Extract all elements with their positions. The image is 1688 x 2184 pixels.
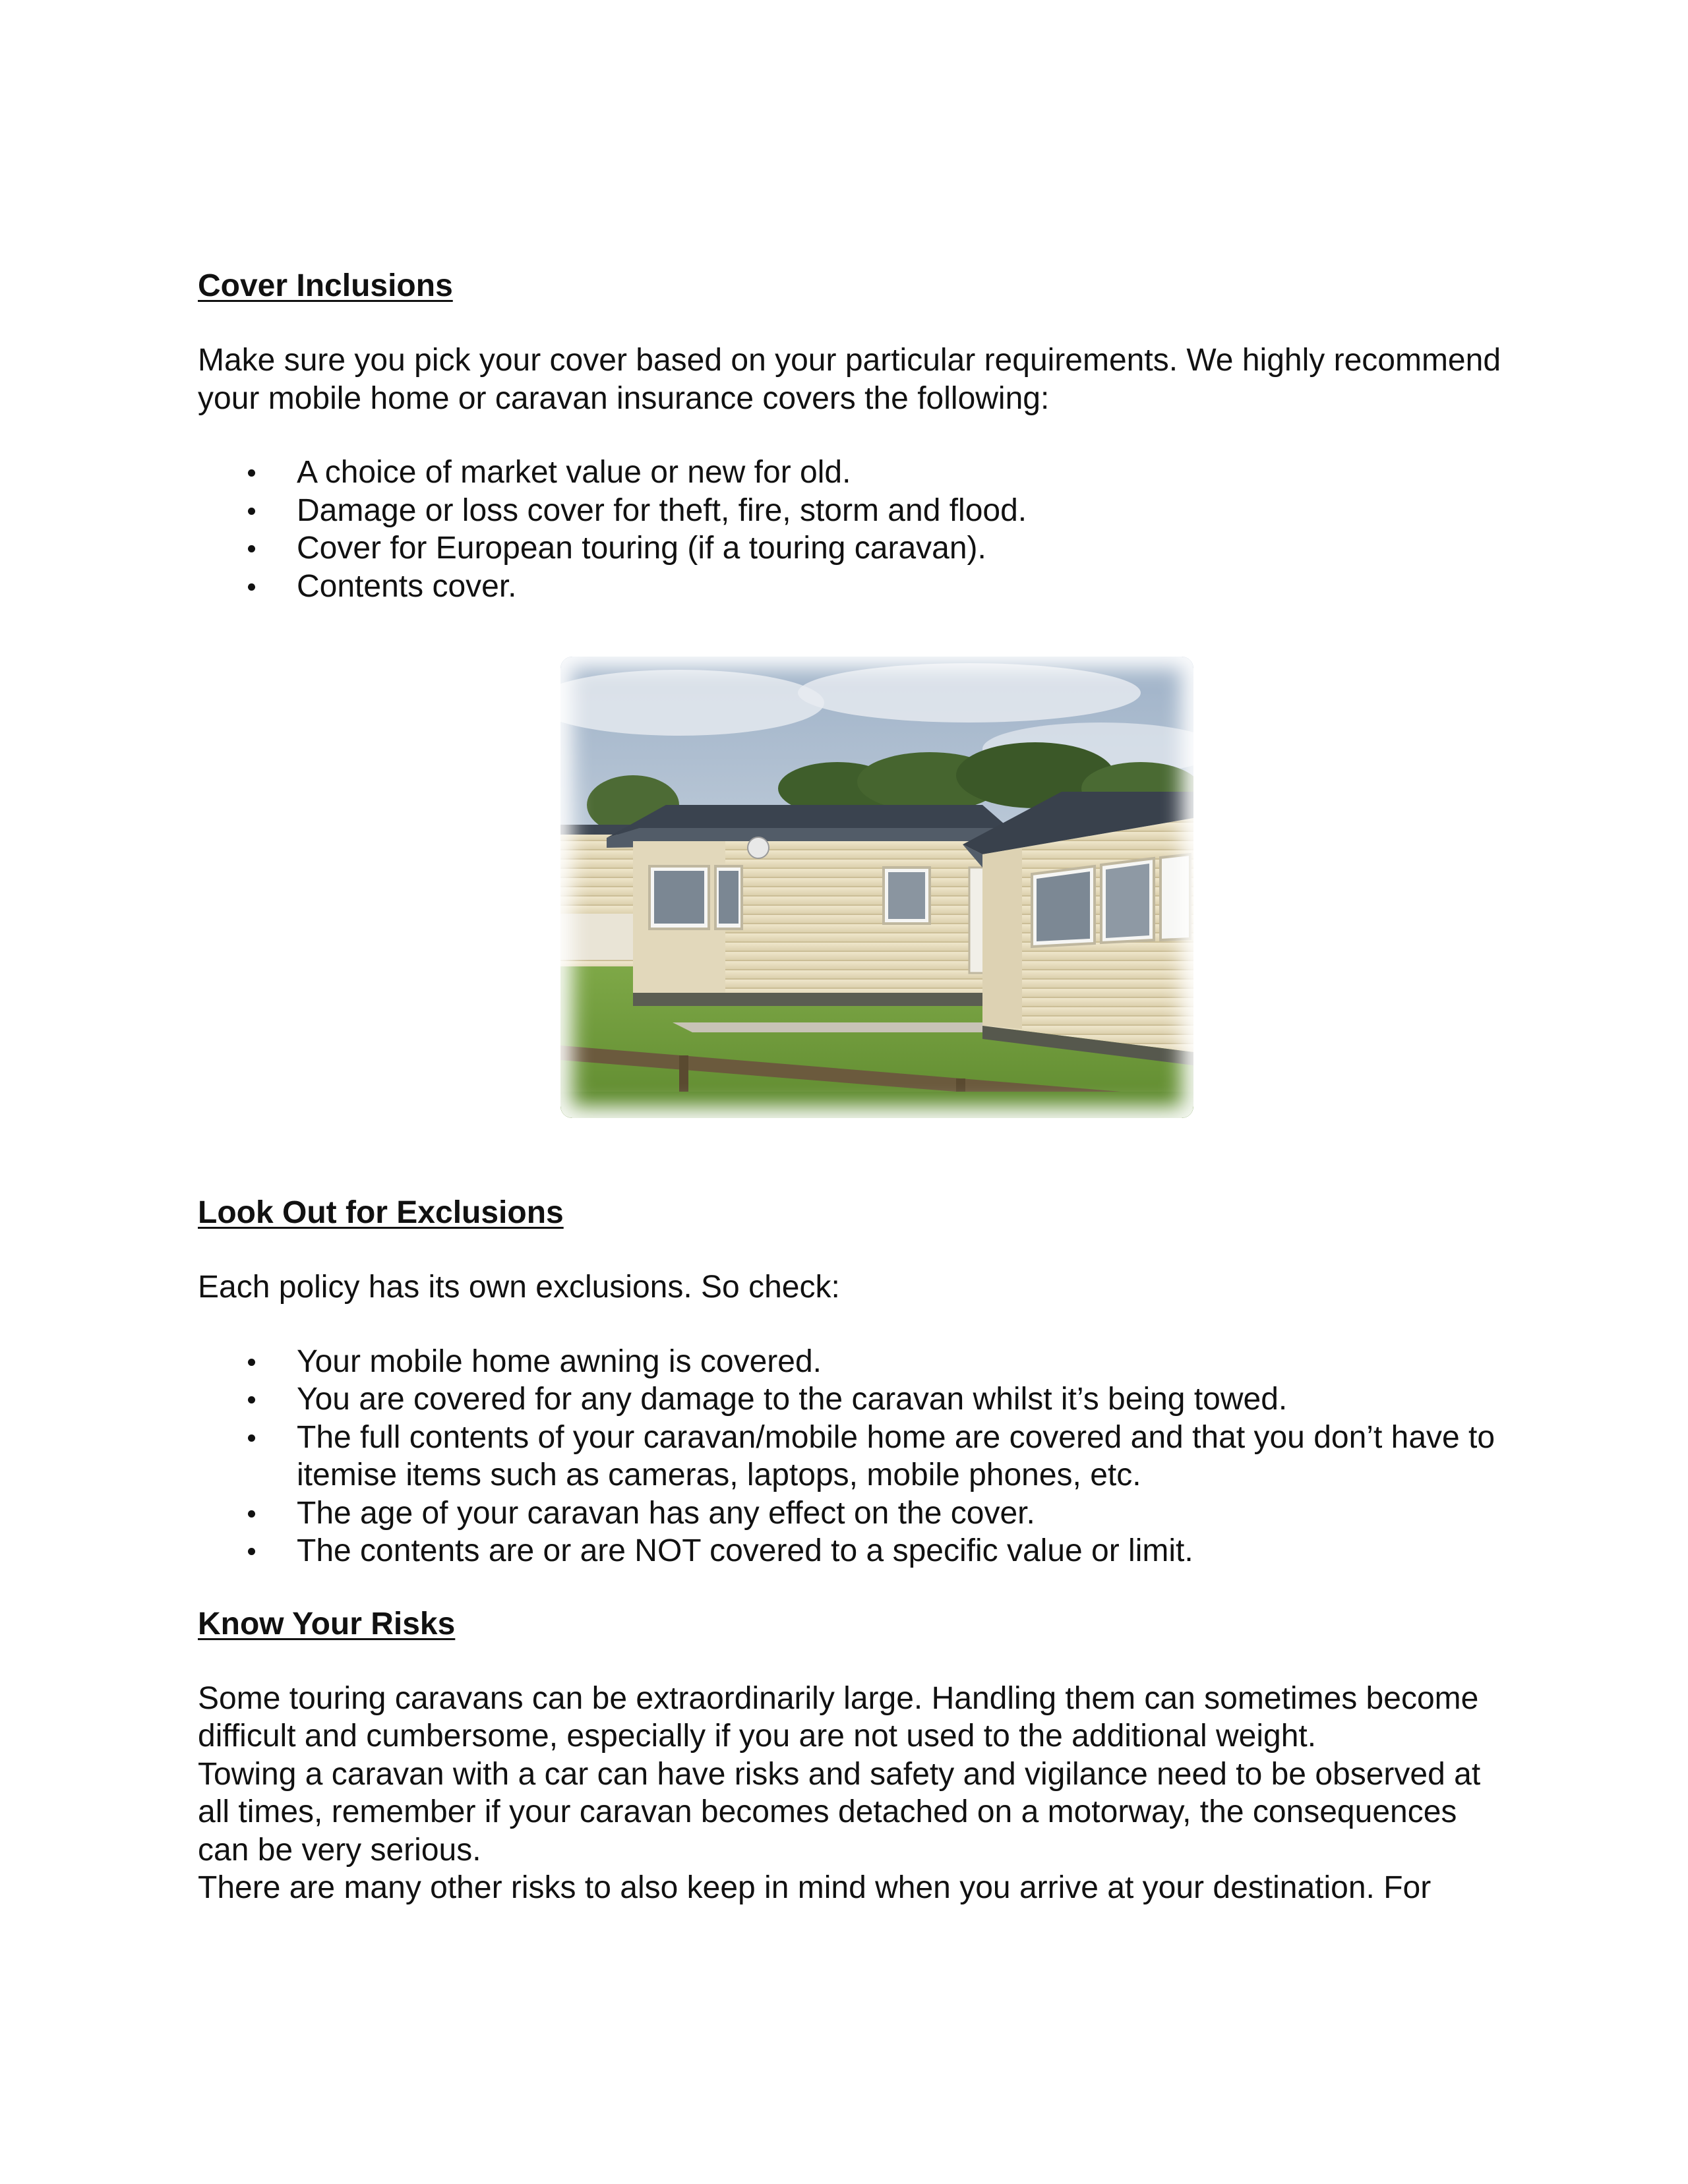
list-item: [198, 1343, 1503, 1381]
risks-paragraph-3: There are many other risks to also keep in mind when you arrive at your destination. For: [198, 1870, 1432, 1905]
list-item-text: Cover for European touring (if a touring caravan).: [297, 531, 986, 566]
bullet-icon: [248, 508, 255, 515]
list-item: [198, 568, 1503, 606]
heading-cover-inclusions: Cover Inclusions: [198, 268, 453, 303]
list-item-text: The full contents of your caravan/mobile home are covered and that you don’t have to itemise items such as cameras, laptops, mobile phones, etc.: [297, 1419, 1495, 1492]
bullet-icon: [248, 545, 255, 552]
list-item: [198, 1532, 1503, 1570]
heading-look-out-for-exclusions: Look Out for Exclusions: [198, 1195, 564, 1230]
bullet-icon: [248, 1510, 255, 1518]
bullet-icon: [248, 1359, 255, 1366]
inclusions-list: [198, 454, 1503, 605]
heading-know-your-risks: Know Your Risks: [198, 1606, 456, 1641]
static-caravan-photo-icon: [560, 657, 1193, 1118]
list-item-text: A choice of market value or new for old.: [297, 455, 851, 490]
risks-paragraph-1: Some touring caravans can be extraordinarily large. Handling them can sometimes become difficult and cumbersome, especially if you are not used to the additional weight.: [198, 1680, 1479, 1754]
risks-paragraph-2: Towing a caravan with a car can have risks and safety and vigilance need to be observed at all times, remember if your caravan becomes detached on a motorway, the consequences can be very serious.: [198, 1756, 1481, 1868]
list-item-text: Damage or loss cover for theft, fire, storm and flood.: [297, 492, 1027, 528]
page-content: [198, 267, 1503, 1907]
bullet-icon: [248, 1548, 255, 1555]
list-item: [198, 454, 1503, 492]
bullet-icon: [248, 469, 255, 477]
list-item: [198, 1380, 1503, 1419]
list-item-text: Your mobile home awning is covered.: [297, 1343, 822, 1379]
inclusions-intro: Make sure you pick your cover based on your particular requirements. We highly recommend your mobile home or caravan insurance covers the following:: [198, 343, 1501, 416]
list-item: [198, 492, 1503, 530]
list-item-text: The contents are or are NOT covered to a specific value or limit.: [297, 1533, 1193, 1568]
list-item: [198, 1494, 1503, 1533]
list-item: [198, 1419, 1503, 1494]
exclusions-intro: Each policy has its own exclusions. So check:: [198, 1270, 840, 1305]
caravan-photo: [560, 657, 1193, 1118]
bullet-icon: [248, 583, 255, 591]
list-item: [198, 529, 1503, 568]
bullet-icon: [248, 1434, 255, 1442]
bullet-icon: [248, 1396, 255, 1403]
list-item-text: The age of your caravan has any effect on the cover.: [297, 1495, 1035, 1531]
list-item-text: You are covered for any damage to the caravan whilst it’s being towed.: [297, 1382, 1288, 1417]
list-item-text: Contents cover.: [297, 568, 517, 604]
exclusions-list: [198, 1343, 1503, 1570]
